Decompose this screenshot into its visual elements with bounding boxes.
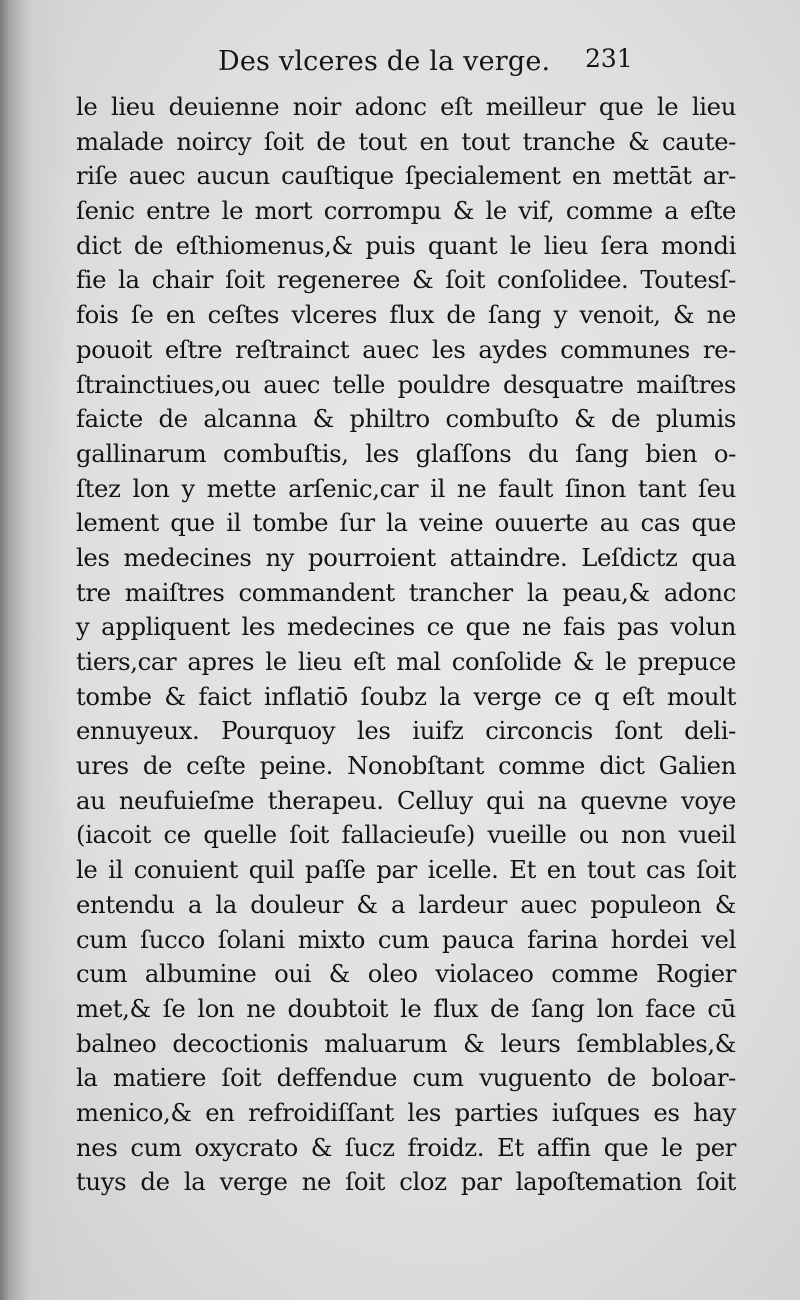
text-line: tiers,car apres le lieu eſt mal conſolide & le prepuce — [76, 647, 736, 676]
text-line: riſe auec aucun cauſtique ſpecialement en mettāt ar- — [76, 161, 736, 191]
text-line: la matiere ſoit deffendue cum vuguento de boloar- — [76, 1063, 736, 1093]
text-line: y appliquent les medecines ce que ne fais pas volun — [76, 612, 736, 642]
text-line: ennuyeux. Pourquoy les iuifz circoncis ſont deli- — [76, 716, 736, 746]
text-line: ures de ceſte peine. Nonobſtant comme dict Galien — [76, 751, 736, 781]
text-line: cum albumine oui & oleo violaceo comme Rogier — [76, 959, 736, 989]
text-line: cum ſucco ſolani mixto cum pauca farina hordei vel — [76, 924, 736, 954]
text-line: le il conuient quil paſſe par icelle. Et en tout cas ſoit — [76, 855, 736, 885]
text-line: balneo decoctionis maluarum & leurs ſemblables,& — [76, 1028, 736, 1058]
text-line: nes cum oxycrato & ſucz froidz. Et affin que le per — [76, 1132, 736, 1162]
text-line: tre maiſtres commandent trancher la peau,& adonc — [76, 577, 736, 607]
text-line: pouoit eſtre reſtrainct auec les aydes communes re- — [76, 334, 736, 364]
text-line: met,& ſe lon ne doubtoit le flux de ſang lon face cū — [76, 993, 736, 1023]
text-line: les medecines ny pourroient attaindre. Leſdictz qua — [76, 542, 736, 572]
running-title: Des vlceres de la verge. — [218, 46, 551, 77]
body-text — [76, 90, 736, 1200]
text-line: lement que il tombe ſur la veine ouuerte au cas que — [76, 508, 736, 538]
text-line: (iacoit ce quelle ſoit fallacieuſe) vueille ou non vueil — [76, 820, 736, 850]
text-line: gallinarum combuſtis, les glaſſons du ſang bien o- — [76, 438, 736, 468]
text-line: fie la chair ſoit regeneree & ſoit conſolidee. Toutesſ- — [76, 265, 736, 295]
text-line: tuys de la verge ne ſoit cloz par lapoſtemation ſoit — [76, 1167, 736, 1197]
binding-gutter-shadow — [0, 0, 70, 1300]
text-line: dict de eſthiomenus,& puis quant le lieu ſera mondi — [76, 230, 736, 260]
text-line: le lieu deuienne noir adonc eſt meilleur que le lieu — [76, 92, 736, 121]
text-line: ſtrainctiues,ou auec telle pouldre desquatre maiſtres — [76, 369, 736, 399]
text-line: faicte de alcanna & philtro combuſto & de plumis — [76, 404, 736, 434]
text-line: ſenic entre le mort corrompu & le vif, comme a eſte — [76, 196, 736, 226]
text-line: menico,& en refroidiſſant les parties iuſques es hay — [76, 1097, 736, 1127]
page-number: 231 — [585, 44, 633, 73]
text-line: malade noircy ſoit de tout en tout tranche & caute- — [76, 126, 736, 156]
text-line: au neufuieſme therapeu. Celluy qui na quevne voye — [76, 785, 736, 815]
text-line: fois ſe en ceſtes vlceres flux de ſang y venoit, & ne — [76, 300, 736, 330]
text-line: ſtez lon y mette arſenic,car il ne fault ſinon tant ſeu — [76, 473, 736, 503]
text-line: tombe & faict inflatiō ſoubz la verge ce q eſt moult — [76, 681, 736, 711]
page-header — [0, 42, 800, 82]
text-line: entendu a la douleur & a lardeur auec populeon & — [76, 889, 736, 919]
